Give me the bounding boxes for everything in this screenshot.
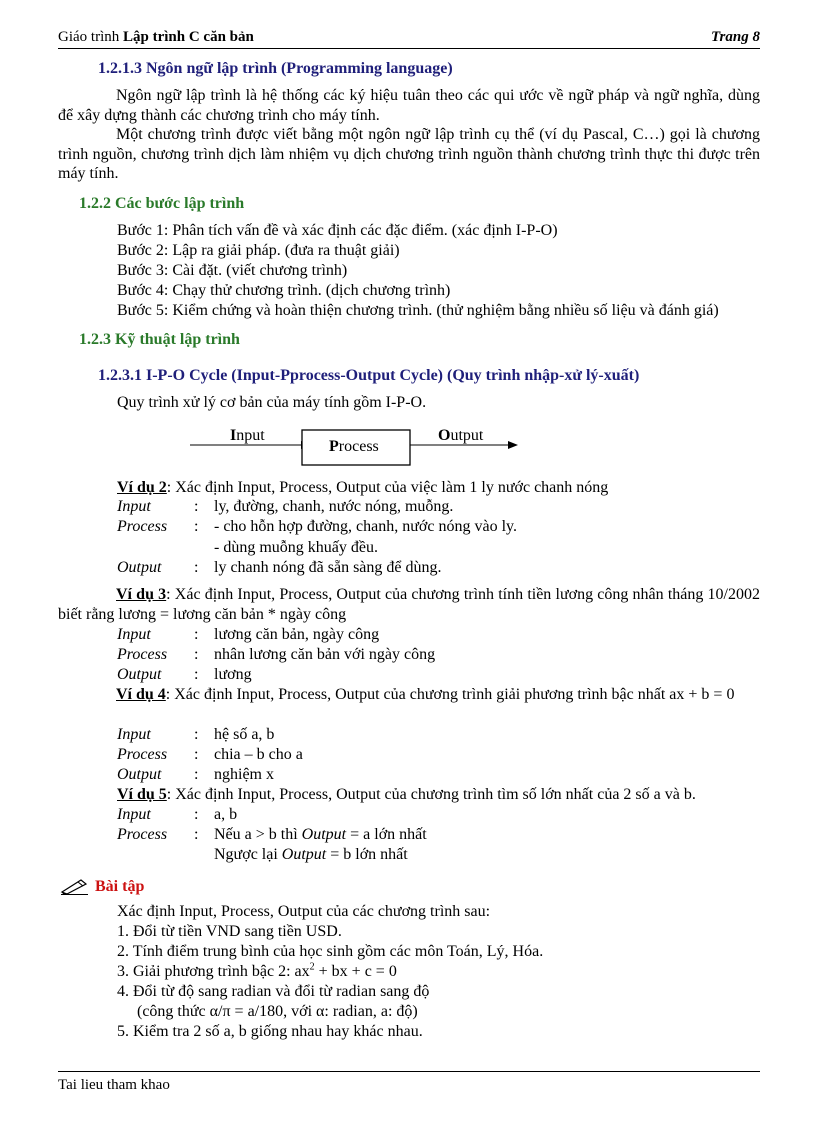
exercise-intro: Xác định Input, Process, Output của các chương trình sau:	[117, 903, 491, 920]
example-5-title: Ví dụ 5	[117, 786, 167, 803]
ex4-input-label: Input	[117, 726, 151, 743]
pencil-icon	[60, 877, 90, 895]
ex5-input-value: a, b	[214, 806, 238, 823]
ex2-output-value: ly chanh nóng đã sẵn sàng để dùng.	[214, 559, 442, 576]
page-footer: Tai lieu tham khao	[58, 1071, 760, 1096]
exercise-item-3: 3. Giải phương trình bậc 2: $ax^2$ + bx + c = 0	[117, 961, 397, 980]
exercise-heading: Bài tập	[95, 878, 145, 895]
ex3-input-value: lương căn bản, ngày công	[214, 626, 380, 643]
ex2-input-label: Input	[117, 498, 151, 515]
exercise-item-4: 4. Đổi từ độ sang radian và đổi từ radian sang độ	[117, 983, 430, 1000]
step-3: Bước 3: Cài đặt. (viết chương trình)	[117, 262, 348, 279]
ex2-input-value: ly, đường, chanh, nước nóng, muỗng.	[214, 498, 454, 515]
ex4-output-value: nghiệm x	[214, 766, 274, 783]
ex4-input-value: hệ số a, b	[214, 726, 275, 743]
ipo-diagram	[190, 424, 530, 470]
example-2	[117, 478, 608, 498]
ex3-output-value: lương	[214, 666, 252, 683]
ex2-process-value-2: - dùng muỗng khuấy đều.	[214, 539, 378, 556]
ex5-input-label: Input	[117, 806, 151, 823]
ex5-process-label: Process	[117, 826, 168, 843]
ex3-process-value: nhân lương căn bản với ngày công	[214, 646, 436, 663]
input-label: Input	[230, 427, 265, 444]
ex3-input-label: Input	[117, 626, 151, 643]
example-3-text: : Xác định Input, Process, Output của chương trình tính tiền lương công nhân tháng 10/2002 biết rằng lương = lương căn bản * ngày công	[58, 586, 761, 623]
ex4-output-colon: :	[194, 766, 199, 783]
ex2-output-label: Output	[117, 559, 162, 576]
header-prefix: Giáo trình	[58, 29, 123, 45]
header-book-title: Lập trình C căn bản	[123, 29, 254, 45]
example-4-text: : Xác định Input, Process, Output của chương trình giải phương trình bậc nhất ax + b = 0	[165, 686, 735, 703]
example-2-text: : Xác định Input, Process, Output của việc làm 1 ly nước chanh nóng	[166, 479, 609, 496]
example-2-title: Ví dụ 2	[117, 479, 167, 496]
exercise-item-2: 2. Tính điểm trung bình của học sinh gồm các môn Toán, Lý, Hóa.	[117, 943, 544, 960]
ex2-process-colon: :	[194, 518, 199, 535]
ex5-input-colon: :	[194, 806, 199, 823]
process-label: Process	[329, 438, 379, 455]
step-1: Bước 1: Phân tích vấn đề và xác định các đặc điểm. (xác định I-P-O)	[117, 222, 558, 239]
page-header	[58, 28, 760, 49]
example-4-title: Ví dụ 4	[116, 686, 166, 703]
exercise-item-5: 5. Kiểm tra 2 số a, b giống nhau hay khác nhau.	[117, 1023, 423, 1040]
heading-1-2-3-1: 1.2.3.1 I-P-O Cycle (Input-Pprocess-Output Cycle) (Quy trình nhập-xử lý-xuất)	[98, 367, 640, 384]
ex5-process-value-1: Nếu a > b thì Output = a lớn nhất	[214, 826, 427, 843]
ex5-process-value-2: Ngược lại Output = b lớn nhất	[214, 846, 408, 863]
heading-1-2-1-3: 1.2.1.3 Ngôn ngữ lập trình (Programming language)	[98, 60, 453, 77]
ipo-intro: Quy trình xử lý cơ bản của máy tính gồm I-P-O.	[117, 394, 427, 411]
ex3-output-label: Output	[117, 666, 162, 683]
example-5	[117, 785, 696, 805]
ex4-input-colon: :	[194, 726, 199, 743]
ex5-process-colon: :	[194, 826, 199, 843]
example-4	[58, 685, 760, 705]
step-2: Bước 2: Lập ra giải pháp. (đưa ra thuật giải)	[117, 242, 400, 259]
ex4-output-label: Output	[117, 766, 162, 783]
paragraph-source-program: Một chương trình được viết bằng một ngôn ngữ lập trình cụ thể (ví dụ Pascal, C…) gọi là chương trình nguồn, chương trình dịch làm nhiệm vụ dịch chương trình nguồn thành chương trình thực thi được trên máy tính.	[58, 126, 760, 182]
step-5: Bước 5: Kiểm chứng và hoàn thiện chương trình. (thử nghiệm bằng nhiều số liệu và đánh giá)	[117, 302, 719, 319]
example-5-text: : Xác định Input, Process, Output của chương trình tìm số lớn nhất của 2 số a và b.	[166, 786, 696, 803]
heading-1-2-2: 1.2.2 Các bước lập trình	[79, 195, 245, 212]
output-arrowhead	[508, 441, 518, 449]
ex2-process-value-1: - cho hỗn hợp đường, chanh, nước nóng vào ly.	[214, 518, 517, 535]
ex2-process-label: Process	[117, 518, 168, 535]
ex3-output-colon: :	[194, 666, 199, 683]
output-label: Output	[438, 427, 484, 444]
example-3	[58, 585, 760, 624]
page-number: Trang 8	[710, 29, 760, 45]
ex2-input-colon: :	[194, 498, 199, 515]
header-title	[58, 28, 254, 48]
ex2-output-colon: :	[194, 559, 199, 576]
ex3-process-colon: :	[194, 646, 199, 663]
paragraph-definition: Ngôn ngữ lập trình là hệ thống các ký hiệu tuân theo các qui ước về ngữ pháp và ngữ nghĩa, dùng để xây dựng thành các chương trình cho máy tính.	[58, 87, 760, 124]
ex3-input-colon: :	[194, 626, 199, 643]
step-4: Bước 4: Chạy thử chương trình. (dịch chương trình)	[117, 282, 451, 299]
ex3-process-label: Process	[117, 646, 168, 663]
ex4-process-colon: :	[194, 746, 199, 763]
example-3-title: Ví dụ 3	[116, 586, 167, 603]
heading-1-2-3: 1.2.3 Kỹ thuật lập trình	[79, 331, 240, 348]
ex4-process-label: Process	[117, 746, 168, 763]
ex4-process-value: chia – b cho a	[214, 746, 303, 763]
exercise-item-4-formula: (công thức α/π = a/180, với α: radian, a: độ)	[137, 1003, 418, 1020]
exercise-item-1: 1. Đổi từ tiền VND sang tiền USD.	[117, 923, 342, 940]
